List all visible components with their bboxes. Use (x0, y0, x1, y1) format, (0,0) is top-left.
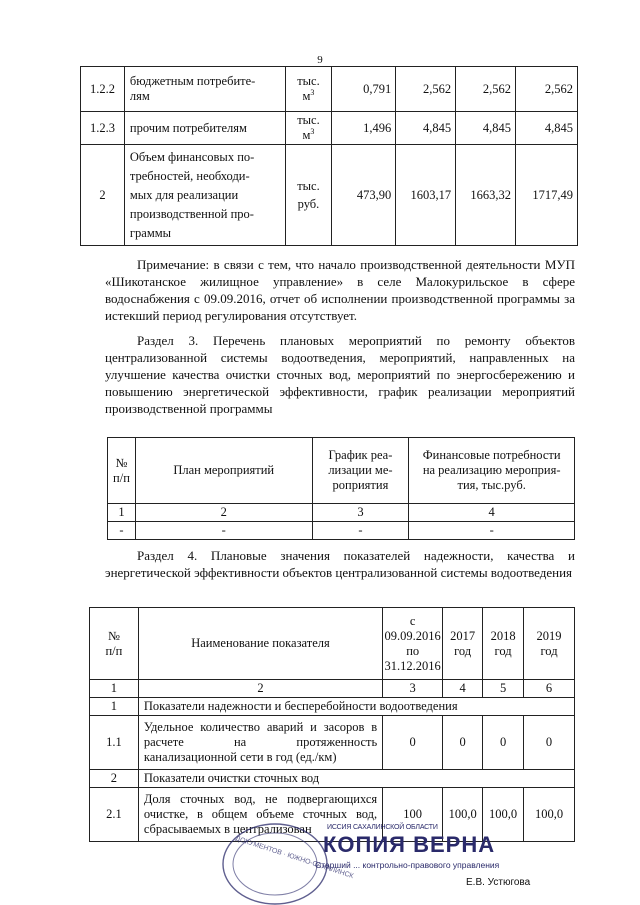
header-period: с 09.09.2016 по 31.12.2016 (383, 608, 443, 680)
table-row (81, 112, 578, 145)
num-cell: 6 (524, 680, 575, 698)
num-cell: 3 (383, 680, 443, 698)
value-cell: 2,562 (396, 67, 456, 112)
dash-cell: - (135, 522, 312, 540)
value-cell: 1,496 (332, 112, 396, 145)
header-2017: 2017 год (443, 608, 483, 680)
note-paragraph: Примечание: в связи с тем, что начало производственной деятельности МУП «Шикотанское жилищное управление» в селе Малокурильское в сфере водоснабжения с 09.09.2016, отчет об исполнении производственной программы за истекший период регулирования отсутствует. (105, 257, 575, 323)
header-name: Наименование показателя (138, 608, 382, 680)
header-2018: 2018 год (483, 608, 524, 680)
table-row (90, 680, 575, 698)
num-cell: 4 (409, 504, 575, 522)
num-cell: 3 (312, 504, 409, 522)
table-section-row (90, 770, 575, 788)
finance-volume-table (80, 66, 578, 246)
header-finance: Финансовые потребности на реализацию мероприя- тия, тыс.руб. (409, 438, 575, 504)
seal-ring-text: ДОКУМЕНТОВ · ЮЖНО-САХАЛИНСК (234, 835, 355, 881)
row-text: Удельное количество аварий и засоров в расчете на протяженность канализационной сети в год (ед./км) (138, 716, 382, 770)
table-row (108, 504, 575, 522)
value-cell: 0 (383, 716, 443, 770)
section4-title: Раздел 4. Плановые значения показателей надежности, качества и энергетической эффективности объектов централизованной системы водоотведения (105, 548, 575, 580)
value-cell: 1603,17 (396, 145, 456, 246)
row-no: 1.1 (90, 716, 139, 770)
table-row (81, 145, 578, 246)
num-cell: 4 (443, 680, 483, 698)
section-title: Показатели надежности и бесперебойности водоотведения (138, 698, 574, 716)
row-name: бюджетным потребите- лям (124, 67, 285, 112)
value-cell: 0 (443, 716, 483, 770)
section-no: 2 (90, 770, 139, 788)
value-cell: 100,0 (443, 788, 483, 842)
row-name: Объем финансовых по- требностей, необходи- мых для реализации производственной про- граммы (124, 145, 285, 246)
section-no: 1 (90, 698, 139, 716)
header-no: № п/п (90, 608, 139, 680)
num-cell: 2 (135, 504, 312, 522)
section3-title: Раздел 3. Перечень плановых мероприятий по ремонту объектов централизованной системы водоотведения, мероприятий, направленных на улучшение качества очистки сточных вод, мероприятий по энергосбережению и повышению энергетической эффективности, график реализации мероприятий производственной программы (105, 333, 575, 416)
value-cell: 473,90 (332, 145, 396, 246)
dash-cell: - (108, 522, 136, 540)
section-title: Показатели очистки сточных вод (138, 770, 574, 788)
table-header-row (108, 438, 575, 504)
row-unit: тыс. руб. (285, 145, 332, 246)
table-row (108, 522, 575, 540)
row-no: 2.1 (90, 788, 139, 842)
value-cell: 4,845 (516, 112, 578, 145)
table-header-row (90, 608, 575, 680)
header-2019: 2019 год (524, 608, 575, 680)
value-cell: 100,0 (524, 788, 575, 842)
header-schedule: График реа- лизации ме- роприятия (312, 438, 409, 504)
num-cell: 2 (138, 680, 382, 698)
value-cell: 1717,49 (516, 145, 578, 246)
row-no: 2 (81, 145, 125, 246)
value-cell: 0,791 (332, 67, 396, 112)
indicators-table (89, 607, 575, 842)
stamp-main: КОПИЯ ВЕРНА (323, 832, 496, 857)
value-cell: 4,845 (396, 112, 456, 145)
table-row (90, 716, 575, 770)
dash-cell: - (312, 522, 409, 540)
dash-cell: - (409, 522, 575, 540)
table-section-row (90, 698, 575, 716)
value-cell: 1663,32 (456, 145, 516, 246)
value-cell: 100 (383, 788, 443, 842)
page-number: 9 (317, 54, 323, 66)
value-cell: 100,0 (483, 788, 524, 842)
header-plan: План мероприятий (135, 438, 312, 504)
value-cell: 0 (483, 716, 524, 770)
stamp-header: ИССИЯ САХАЛИНСКОЙ ОБЛАСТИ (327, 824, 438, 831)
stamp-sub: Старший ... контрольно-правового управления (315, 860, 500, 870)
row-no: 1.2.2 (81, 67, 125, 112)
num-cell: 1 (108, 504, 136, 522)
round-seal (215, 820, 355, 898)
row-name: прочим потребителям (124, 112, 285, 145)
header-no: № п/п (108, 438, 136, 504)
events-table (107, 437, 575, 540)
value-cell: 0 (524, 716, 575, 770)
value-cell: 2,562 (516, 67, 578, 112)
row-unit: тыс. $м^3$ (285, 112, 332, 145)
row-unit: тыс. $м^3$ (285, 67, 332, 112)
table-row (81, 67, 578, 112)
num-cell: 5 (483, 680, 524, 698)
signature-name: Е.В. Устюгова (466, 877, 531, 888)
num-cell: 1 (90, 680, 139, 698)
value-cell: 4,845 (456, 112, 516, 145)
row-no: 1.2.3 (81, 112, 125, 145)
row-text: Доля сточных вод, не подвергающихся очистке, в общем объеме сточных вод, сбрасываемых в централизован (138, 788, 382, 842)
value-cell: 2,562 (456, 67, 516, 112)
